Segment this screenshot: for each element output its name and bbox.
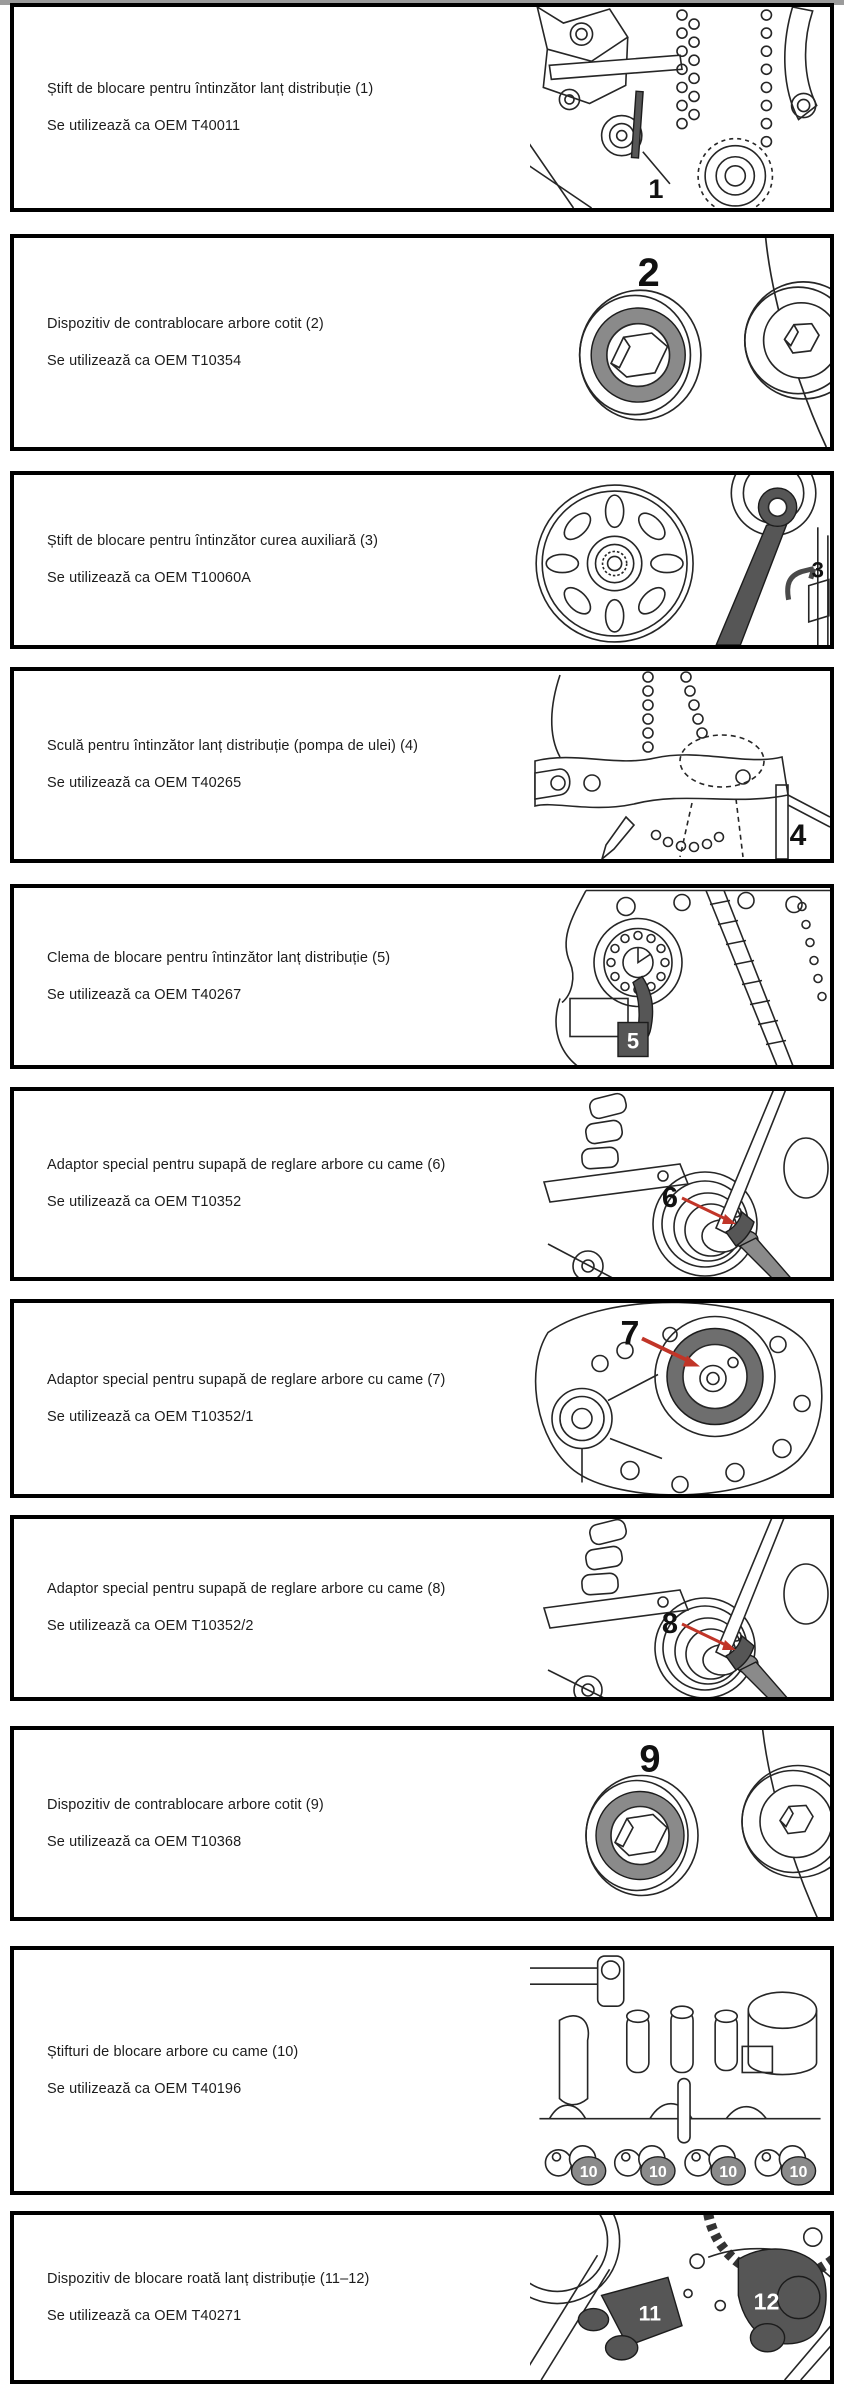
tool-illustration-5 [530,888,830,1065]
tool-title: Adaptor special pentru supapă de reglare arbore cu came (8) [47,1581,446,1597]
tool-row-10 [10,1946,834,2195]
chain-sprocket-lock-drawing [530,2215,830,2380]
tool-title: Sculă pentru întinzător lanț distribuție (pompa de ulei) (4) [47,738,419,754]
crankshaft-counterhold-drawing [530,238,830,447]
oil-pump-chain-tool-drawing [530,671,830,859]
tool-illustration-7 [530,1303,830,1494]
tool-row-2 [10,234,834,451]
cam-adjust-valve-adapter-drawing [530,1519,830,1697]
callout-6-label: 6 [661,1182,678,1214]
tool-row-11 [10,2211,834,2384]
tool-oem: Se utilizează ca OEM T40271 [47,2307,242,2324]
tool-row-1 [10,3,834,212]
callout-5-label: 5 [626,1028,640,1054]
callout-8-label: 8 [661,1608,678,1640]
callout-10d-label: 10 [789,2162,808,2181]
timing-chain-tensioner-pin-drawing [530,7,830,208]
cam-pin-group [615,2146,675,2185]
camshaft-locking-pins-drawing [530,1950,830,2191]
tool-oem: Se utilizează ca OEM T40267 [47,986,242,1003]
callout-10c-label: 10 [719,2162,738,2181]
tool-description-3 [14,475,530,645]
cam-pin-group [685,2146,745,2185]
tool-illustration-6 [530,1091,830,1277]
tool-illustration-1 [530,7,830,208]
tool-illustration-2 [530,238,830,447]
tool-oem: Se utilizează ca OEM T10352/2 [47,1618,254,1634]
callout-3-label: 3 [811,557,824,583]
tool-row-5 [10,884,834,1069]
tool-description-4 [14,671,530,859]
tool-description-8 [14,1519,530,1697]
tool-illustration-4 [530,671,830,859]
tool-title: Știfturi de blocare arbore cu came (10) [47,2043,299,2060]
locking-device-12 [738,2249,826,2352]
tool-description-7 [14,1303,530,1494]
cam-pin-group [755,2146,815,2185]
callout-10a-label: 10 [579,2162,598,2181]
tool-row-8 [10,1515,834,1701]
callout-11-label: 11 [638,2302,661,2326]
tool-oem: Se utilizează ca OEM T40011 [47,117,241,134]
tool-description-2 [14,238,530,447]
callout-7-label: 7 [620,1314,640,1353]
wrench-tool [716,519,788,645]
crankshaft-counterhold-drawing [530,1730,830,1917]
tool-row-4 [10,667,834,863]
tool-title: Dispozitiv de contrablocare arbore cotit (9) [47,1796,324,1813]
tool-title: Clema de blocare pentru întinzător lanț distribuție (5) [47,949,391,966]
tool-oem: Se utilizează ca OEM T10352/1 [47,1408,254,1425]
tool-row-6 [10,1087,834,1281]
tool-oem: Se utilizează ca OEM T10354 [47,352,242,369]
callout-9-label: 9 [639,1738,661,1781]
cam-adjust-valve-adapter-drawing [530,1091,830,1277]
tool-oem: Se utilizează ca OEM T40196 [47,2080,242,2097]
locking-device-11 [578,2277,682,2360]
tool-description-5 [14,888,530,1065]
cam-adjust-valve-adapter-ring-drawing [530,1303,830,1494]
callout-4-label: 4 [789,819,807,852]
tool-description-11 [14,2215,530,2380]
cam-pin-group [545,2146,605,2185]
tool-title: Știft de blocare pentru întinzător lanț distribuție (1) [47,80,374,97]
tool-description-6 [14,1091,530,1277]
tool-oem: Se utilizează ca OEM T10368 [47,1833,242,1850]
tool-illustration-3 [530,475,830,645]
tool-oem: Se utilizează ca OEM T10352 [47,1194,242,1210]
tool-title: Dispozitiv de contrablocare arbore cotit (2) [47,315,324,332]
tool-row-3 [10,471,834,649]
tool-row-7 [10,1299,834,1498]
tool-description-1 [14,7,530,208]
tool-illustration-10 [530,1950,830,2191]
tool-illustration-11 [530,2215,830,2380]
aux-belt-tensioner-drawing [530,475,830,645]
callout-2-label: 2 [637,251,660,296]
callout-1-label: 1 [648,172,664,204]
tool-title: Adaptor special pentru supapă de reglare arbore cu came (6) [47,1157,446,1173]
callout-10b-label: 10 [648,2162,667,2181]
tool-title: Dispozitiv de blocare roată lanț distribuție (11–12) [47,2270,370,2287]
locking-pin-1 [631,91,643,158]
tool-oem: Se utilizează ca OEM T40265 [47,775,242,791]
tool-description-10 [14,1950,530,2191]
tool-illustration-9 [530,1730,830,1917]
tool-oem: Se utilizează ca OEM T10060A [47,570,252,586]
chain-tensioner-clip-drawing [530,888,830,1065]
tool-title: Adaptor special pentru supapă de reglare arbore cu came (7) [47,1371,446,1388]
tool-title: Știft de blocare pentru întinzător curea auxiliară (3) [47,533,379,549]
tool-description-9 [14,1730,530,1917]
tool-illustration-8 [530,1519,830,1697]
callout-12-label: 12 [753,2288,780,2315]
tool-row-9 [10,1726,834,1921]
